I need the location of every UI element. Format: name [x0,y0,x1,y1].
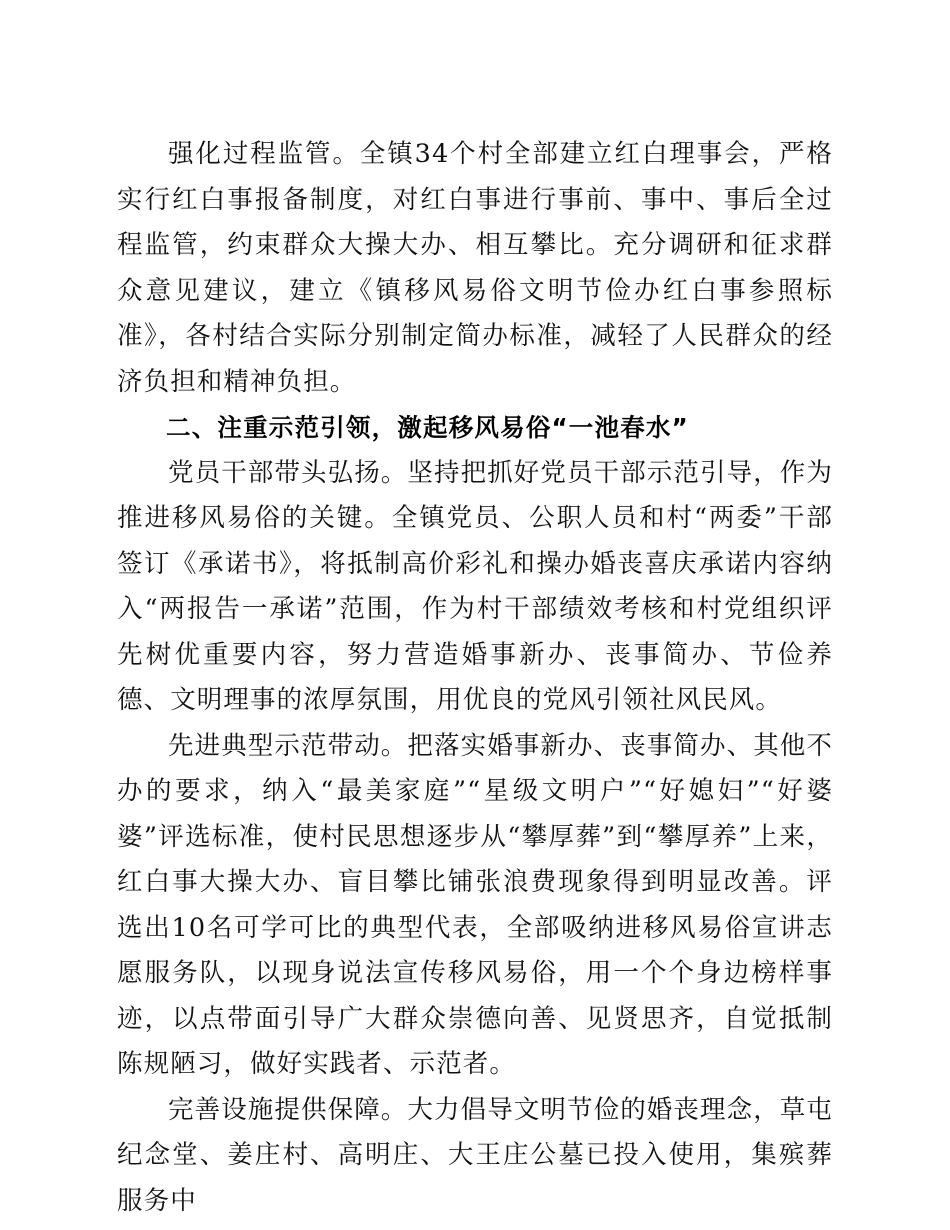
paragraph-party-cadres: 党员干部带头弘扬。坚持把抓好党员干部示范引导，作为推进移风易俗的关键。全镇党员、公职人员和村“两委”干部签订《承诺书》，将抵制高价彩礼和操办婚丧喜庆承诺内容纳入“两报告一承诺”范围，作为村干部绩效考核和村党组织评先树优重要内容，努力营造婚事新办、丧事简办、节俭养德、文明理事的浓厚氛围，用优良的党风引领社风民风。 [117,457,834,715]
paragraph-process-supervision: 强化过程监管。全镇34个村全部建立红白理事会，严格实行红白事报备制度，对红白事进行事前、事中、事后全过程监管，约束群众大操大办、相互攀比。充分调研和征求群众意见建议，建立《镇移风易俗文明节俭办红白事参照标准》，各村结合实际分别制定简办标准，减轻了人民群众的经济负担和精神负担。 [117,139,833,397]
document-body [117,132,833,1224]
paragraph-facilities: 完善设施提供保障。大力倡导文明节俭的婚丧理念，草屯纪念堂、姜庄村、高明庄、大王庄公墓已投入使用，集殡葬服务中 [117,1094,834,1216]
paragraph-model-examples: 先进典型示范带动。把落实婚事新办、丧事简办、其他不办的要求，纳入“最美家庭”“星级文明户”“好媳妇”“好婆婆”评选标准，使村民思想逐步从“攀厚葬”到“攀厚养”上来，红白事大操大办、盲目攀比铺张浪费现象得到明显改善。评选出10名可学可比的典型代表，全部吸纳进移风易俗宣讲志愿服务队，以现身说法宣传移风易俗，用一个个身边榜样事迹，以点带面引导广大群众崇德向善、见贤思齐，自觉抵制陈规陋习，做好实践者、示范者。 [117,730,834,1079]
section-heading-2: 二、注重示范引领，激起移风易俗“一池春水” [166,413,689,442]
